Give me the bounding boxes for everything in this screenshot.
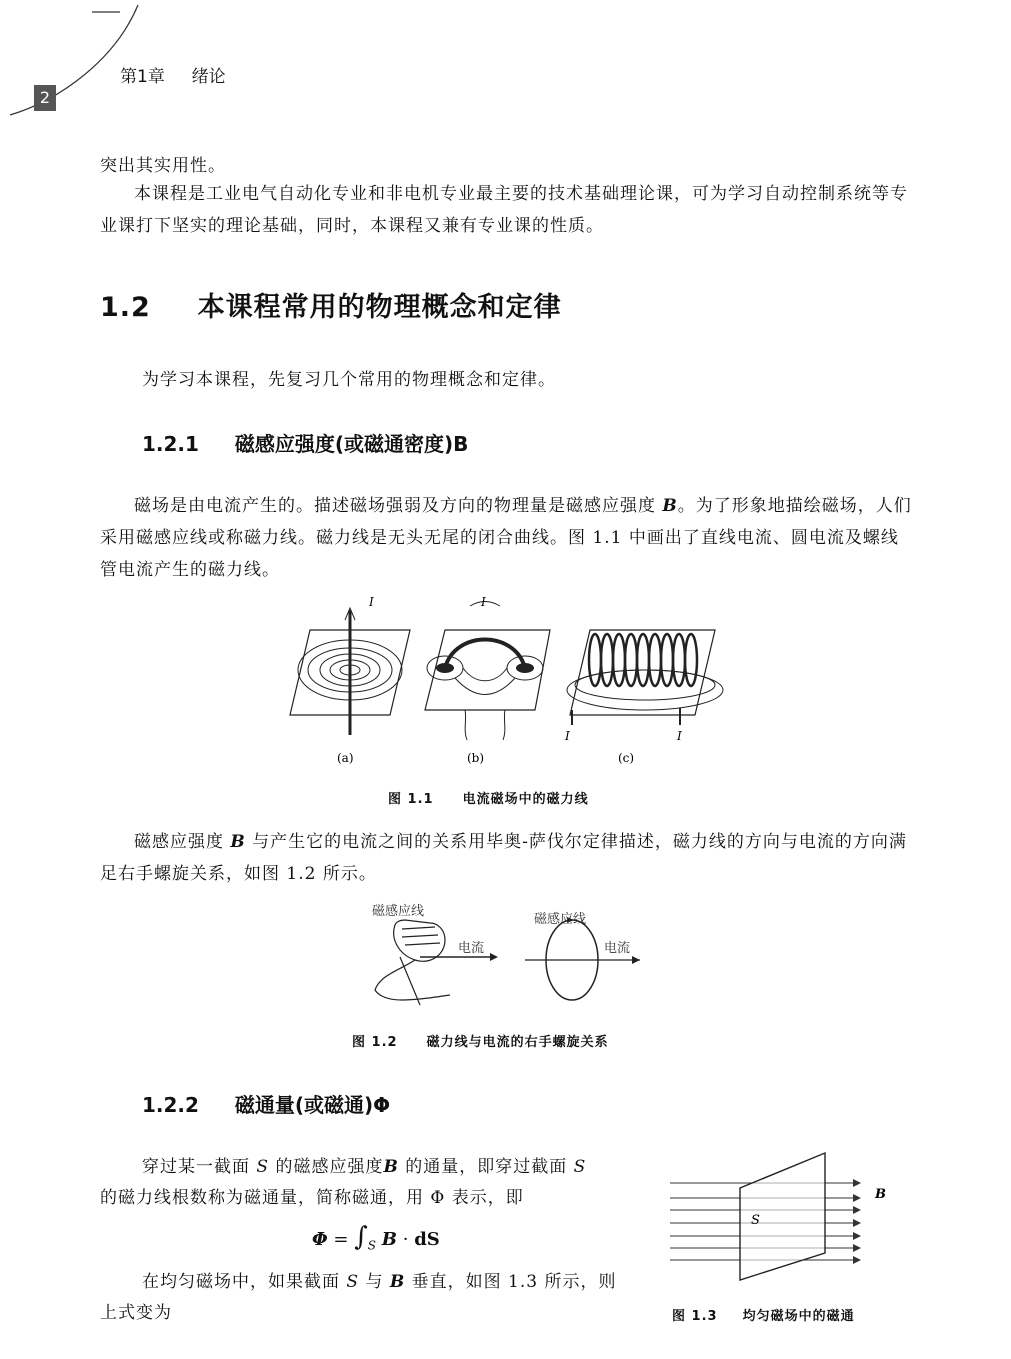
formula-integral: ∫ (354, 1222, 368, 1252)
formula-equals: = (333, 1229, 349, 1250)
formula (312, 1222, 440, 1253)
page-number: 2 (34, 85, 56, 111)
section-heading-1-2-1 (142, 428, 468, 457)
section-title: 磁感应强度(或磁通密度)B (234, 432, 469, 456)
paragraph (100, 826, 915, 890)
paragraph (142, 1151, 662, 1183)
text-run: 磁场是由电流产生的。描述磁场强弱及方向的物理量是磁感应强度 (134, 496, 663, 516)
current-label: I (565, 729, 570, 743)
symbol-s: S (256, 1157, 270, 1177)
formula-subscript: S (367, 1238, 377, 1253)
paragraph (100, 490, 915, 586)
section-number: 1.2.1 (142, 432, 199, 456)
text-run: 在均匀磁场中，如果截面 (142, 1272, 347, 1292)
current-label: 电流 (458, 941, 485, 956)
section-title: 本课程常用的物理概念和定律 (197, 292, 562, 323)
section-heading-1-2-2 (142, 1089, 390, 1118)
section-title: 磁通量(或磁通)Φ (234, 1093, 391, 1117)
caption-text: 均匀磁场中的磁通 (742, 1309, 855, 1324)
paragraph (142, 1266, 662, 1298)
text-run: 的磁感应强度 (269, 1157, 384, 1177)
text-run: 的通量，即穿过截面 (398, 1157, 574, 1177)
section-number: 1.2.2 (142, 1093, 199, 1117)
caption-text: 磁力线与电流的右手螺旋关系 (426, 1035, 609, 1050)
subfigure-label-b: (b) (467, 751, 485, 765)
text-run: 与产生它的电流之间的关系用毕奥-萨伐尔定律描述，磁力线的方向与电流的方向满足右手螺旋关系，如图 1.2 所示。 (100, 832, 907, 884)
running-header (120, 62, 226, 87)
paragraph: 突出其实用性。 (100, 156, 226, 176)
current-label: I (481, 595, 486, 609)
figure-1-3 (665, 1148, 895, 1288)
straight-wire-illustration (290, 608, 410, 735)
subfigure-label-c: (c) (618, 751, 635, 765)
text-run: 与 (359, 1272, 390, 1292)
current-label: I (369, 595, 374, 609)
field-line-label: 磁感应线 (534, 912, 587, 927)
figure-1-2 (360, 895, 660, 1020)
s-label: S (751, 1213, 760, 1228)
symbol-b: B (662, 496, 678, 516)
symbol-s: S (346, 1272, 360, 1292)
caption-number: 图 1.1 (388, 792, 434, 807)
chapter-number: 第1章 (120, 67, 165, 87)
symbol-b: B (383, 1157, 399, 1177)
formula-ds: dS (414, 1229, 440, 1250)
text-run: 。为了形象地描绘磁场，人们采用磁感应线或称磁力线。磁力线是无头无尾的闭合曲线。图 1.1 中画出了直线电流、圆电流及螺线管电流产生的磁力线。 (100, 496, 912, 580)
symbol-b: B (389, 1272, 406, 1292)
solenoid-illustration (567, 630, 723, 725)
formula-phi: Φ (312, 1229, 328, 1250)
current-label: 电流 (604, 941, 631, 956)
caption-number: 图 1.3 (672, 1309, 718, 1324)
figure-caption (388, 788, 589, 807)
formula-b: B (381, 1229, 397, 1250)
figure-caption (672, 1305, 855, 1324)
symbol-b: B (230, 832, 246, 852)
right-hand-icon (375, 920, 490, 1005)
current-label: I (677, 729, 682, 743)
symbol-s: S (573, 1157, 587, 1177)
text-run: 穿过某一截面 (142, 1157, 257, 1177)
formula-dot: · (402, 1229, 409, 1250)
subfigure-label-a: (a) (337, 751, 354, 765)
figure-1-1 (285, 590, 725, 770)
chapter-title: 绪论 (191, 67, 226, 87)
paragraph: 上式变为 (100, 1303, 172, 1323)
paragraph: 为学习本课程，先复习几个常用的物理概念和定律。 (142, 370, 556, 390)
figure-caption (352, 1031, 609, 1050)
paragraph: 的磁力线根数称为磁通量，简称磁通，用 Φ 表示，即 (100, 1188, 524, 1208)
paragraph: 本课程是工业电气自动化专业和非电机专业最主要的技术基础理论课，可为学习自动控制系统等专业课打下坚实的理论基础，同时，本课程又兼有专业课的性质。 (100, 184, 908, 236)
b-label: B (875, 1187, 886, 1202)
circle-field-icon (525, 917, 640, 1000)
text-run: 磁感应强度 (134, 832, 231, 852)
field-line-label: 磁感应线 (372, 904, 425, 919)
section-number: 1.2 (100, 292, 151, 323)
caption-text: 电流磁场中的磁力线 (462, 792, 589, 807)
section-heading-1-2 (100, 285, 562, 324)
circular-loop-illustration (425, 602, 550, 741)
text-run: 垂直，如图 1.3 所示，则 (405, 1272, 617, 1292)
header-decoration (0, 0, 140, 120)
caption-number: 图 1.2 (352, 1035, 398, 1050)
